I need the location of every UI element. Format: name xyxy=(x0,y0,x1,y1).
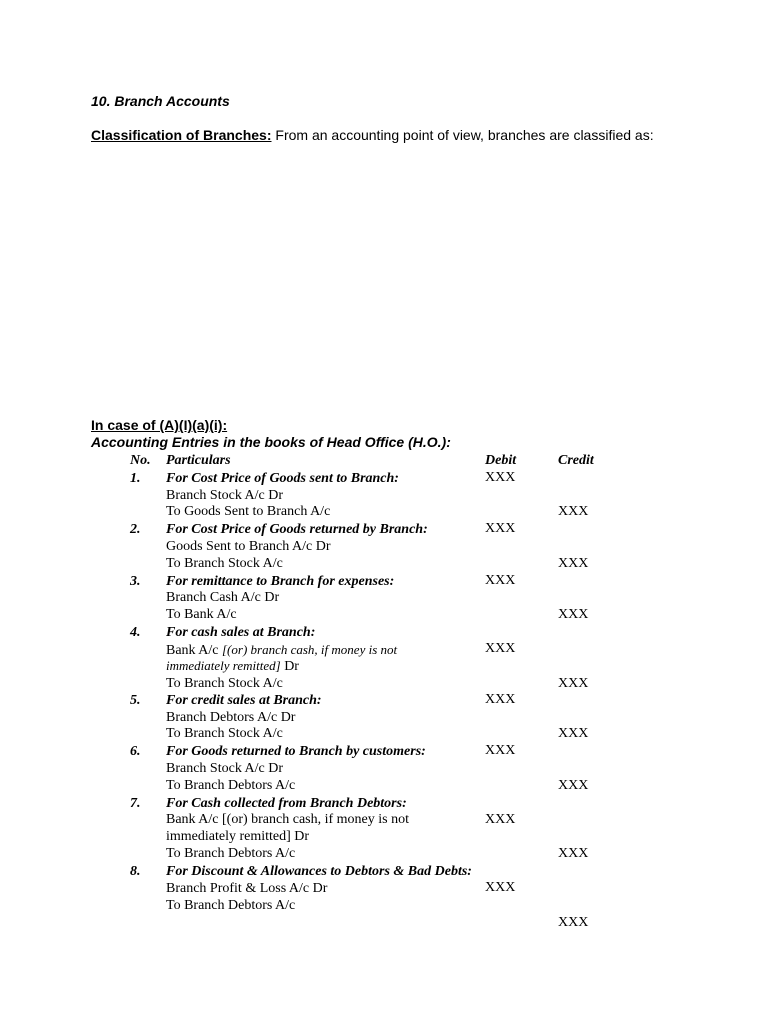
entry-debit-account: Branch Stock A/c Dr xyxy=(166,488,284,503)
entry-debit: XXX xyxy=(485,521,516,536)
entry-title: For Discount & Allowances to Debtors & Bad Debts: xyxy=(166,864,472,879)
entry-credit: XXX xyxy=(558,778,589,793)
entry-debit-account-cont: immediately remitted] Dr xyxy=(166,829,310,844)
header-particulars: Particulars xyxy=(166,453,231,468)
entry-number: 4. xyxy=(130,625,141,640)
classification-label: Classification of Branches: xyxy=(91,127,272,143)
entry-debit-account-name: Bank A/c xyxy=(166,643,222,658)
entry-credit: XXX xyxy=(558,846,589,861)
entry-debit-account-cont xyxy=(166,657,299,675)
entry-debit: XXX xyxy=(485,880,516,895)
entry-debit: XXX xyxy=(485,641,516,656)
entry-debit-account: Branch Cash A/c Dr xyxy=(166,590,280,605)
entry-credit-account: To Branch Debtors A/c xyxy=(166,846,296,861)
entry-debit: XXX xyxy=(485,692,516,707)
entry-title: For credit sales at Branch: xyxy=(166,693,322,708)
entry-title: For Cash collected from Branch Debtors: xyxy=(166,796,407,811)
entry-number: 7. xyxy=(130,796,141,811)
header-no: No. xyxy=(130,453,151,468)
entry-number: 2. xyxy=(130,522,141,537)
entry-credit-account: To Branch Stock A/c xyxy=(166,726,283,741)
entry-credit-account: To Branch Debtors A/c xyxy=(166,898,296,913)
entry-debit-account: Goods Sent to Branch A/c Dr xyxy=(166,539,331,554)
entry-credit-account: To Branch Stock A/c xyxy=(166,676,283,691)
entry-credit-account: To Branch Debtors A/c xyxy=(166,778,296,793)
header-credit: Credit xyxy=(558,453,594,468)
accounting-entries-title: Accounting Entries in the books of Head Office (H.O.): xyxy=(91,434,451,450)
entry-credit: XXX xyxy=(558,726,589,741)
entry-debit-account: Bank A/c [(or) branch cash, if money is not xyxy=(166,812,409,827)
entry-debit-account: Branch Stock A/c Dr xyxy=(166,761,284,776)
entry-number: 3. xyxy=(130,574,141,589)
entry-credit: XXX xyxy=(558,556,589,571)
entry-credit: XXX xyxy=(558,504,589,519)
entry-debit-dr: Dr xyxy=(280,659,299,674)
entry-number: 1. xyxy=(130,471,141,486)
entry-credit: XXX xyxy=(558,676,589,691)
classification-paragraph xyxy=(91,127,654,143)
entry-credit: XXX xyxy=(558,607,589,622)
entry-title: For Goods returned to Branch by customers: xyxy=(166,744,426,759)
entry-debit: XXX xyxy=(485,743,516,758)
entry-credit-account: To Branch Stock A/c xyxy=(166,556,283,571)
entry-debit-note: immediately remitted] xyxy=(166,658,281,673)
entry-debit: XXX xyxy=(485,470,516,485)
entry-number: 8. xyxy=(130,864,141,879)
entry-number: 6. xyxy=(130,744,141,759)
entry-debit-account: Branch Debtors A/c Dr xyxy=(166,710,296,725)
entry-title: For Cost Price of Goods returned by Branch: xyxy=(166,522,428,537)
entry-title: For cash sales at Branch: xyxy=(166,625,316,640)
entry-title: For Cost Price of Goods sent to Branch: xyxy=(166,471,399,486)
case-heading: In case of (A)(I)(a)(i): xyxy=(91,417,228,433)
classification-text: From an accounting point of view, branches are classified as: xyxy=(271,127,654,143)
entry-debit-account: Branch Profit & Loss A/c Dr xyxy=(166,881,328,896)
entry-debit-note: [(or) branch cash, if money is not xyxy=(222,642,398,657)
header-debit: Debit xyxy=(485,453,517,468)
entry-credit-account: To Bank A/c xyxy=(166,607,237,622)
entry-credit: XXX xyxy=(558,915,589,930)
entry-debit: XXX xyxy=(485,812,516,827)
entry-debit: XXX xyxy=(485,573,516,588)
section-heading: 10. Branch Accounts xyxy=(91,93,230,109)
entry-credit-account: To Goods Sent to Branch A/c xyxy=(166,504,331,519)
entry-number: 5. xyxy=(130,693,141,708)
entry-title: For remittance to Branch for expenses: xyxy=(166,574,395,589)
